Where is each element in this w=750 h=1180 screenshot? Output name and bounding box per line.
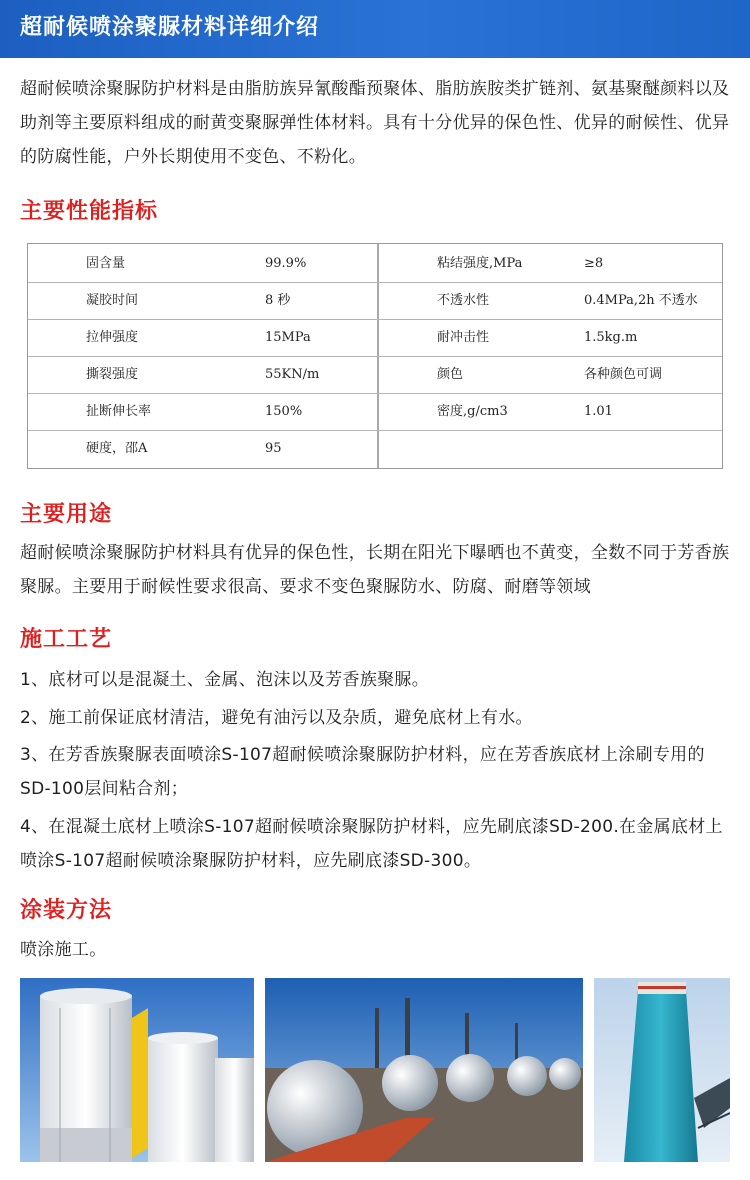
page-title: 超耐候喷涂聚脲材料详细介绍 bbox=[20, 15, 320, 40]
method-heading: 涂装方法 bbox=[20, 898, 113, 923]
spec-name: 粘结强度,MPa bbox=[437, 256, 523, 271]
spec-value: 8 秒 bbox=[265, 293, 291, 308]
photo-gallery bbox=[20, 978, 730, 1162]
process-step: 2、施工前保证底材清洁，避免有油污以及杂质，避免底材上有水。 bbox=[20, 708, 533, 728]
spec-value: 150% bbox=[265, 404, 303, 419]
spec-value: 0.4MPa,2h 不透水 bbox=[584, 293, 698, 308]
spec-name: 硬度，邵A bbox=[86, 441, 148, 456]
usage-heading: 主要用途 bbox=[20, 502, 113, 527]
method-paragraph: 喷涂施工。 bbox=[20, 940, 107, 960]
process-step: 4、在混凝土底材上喷涂S-107超耐候喷涂聚脲防护材料，应先刷底漆SD-200.在金属底材上喷涂S-107超耐候喷涂聚脲防护材料，应先刷底漆SD-300。 bbox=[20, 817, 723, 871]
title-banner bbox=[0, 0, 750, 58]
table-row bbox=[28, 394, 722, 431]
spec-value: 99.9% bbox=[265, 256, 307, 271]
spec-value: 1.5kg.m bbox=[584, 330, 638, 345]
process-step: 1、底材可以是混凝土、金属、泡沫以及芳香族聚脲。 bbox=[20, 670, 430, 690]
process-step: 3、在芳香族聚脲表面喷涂S-107超耐候喷涂聚脲防护材料，应在芳香族底材上涂刷专用的SD-100层间粘合剂； bbox=[20, 745, 705, 799]
intro-paragraph: 超耐候喷涂聚脲防护材料是由脂肪族异氰酸酯预聚体、脂肪族胺类扩链剂、氨基聚醚颜料以及助剂等主要原料组成的耐黄变聚脲弹性体材料。具有十分优异的保色性、优异的耐候性、优异的防腐性能，户外长期使用不变色、不粉化。 bbox=[20, 79, 730, 167]
spec-value: 55KN/m bbox=[265, 367, 320, 382]
spec-name: 耐冲击性 bbox=[437, 330, 490, 345]
process-heading: 施工工艺 bbox=[20, 627, 113, 652]
spec-name: 密度,g/cm3 bbox=[437, 404, 508, 419]
spec-name: 不透水性 bbox=[437, 293, 490, 308]
spec-value: 1.01 bbox=[584, 404, 613, 419]
spec-name: 颜色 bbox=[437, 367, 464, 382]
spec-value: ≥8 bbox=[584, 256, 604, 271]
table-row bbox=[28, 283, 722, 320]
storage-tanks-photo bbox=[20, 978, 254, 1162]
table-row bbox=[28, 357, 722, 394]
table-row bbox=[28, 431, 722, 468]
refinery-spheres-photo bbox=[265, 978, 583, 1162]
spec-value: 各种颜色可调 bbox=[584, 367, 663, 382]
performance-heading: 主要性能指标 bbox=[20, 199, 159, 224]
performance-table bbox=[27, 243, 723, 469]
spec-value: 15MPa bbox=[265, 330, 311, 345]
spec-name: 拉伸强度 bbox=[86, 330, 139, 345]
spec-name: 扯断伸长率 bbox=[86, 404, 152, 419]
spec-name: 凝胶时间 bbox=[86, 293, 139, 308]
table-row bbox=[28, 320, 722, 357]
chimney-photo bbox=[594, 978, 730, 1162]
usage-paragraph: 超耐候喷涂聚脲防护材料具有优异的保色性，长期在阳光下曝晒也不黄变，全数不同于芳香族聚脲。主要用于耐候性要求很高、要求不变色聚脲防水、防腐、耐磨等领域 bbox=[20, 543, 730, 597]
table-row bbox=[28, 246, 722, 283]
spec-value: 95 bbox=[265, 441, 282, 456]
spec-name: 固含量 bbox=[86, 256, 126, 271]
spec-name: 撕裂强度 bbox=[86, 367, 139, 382]
